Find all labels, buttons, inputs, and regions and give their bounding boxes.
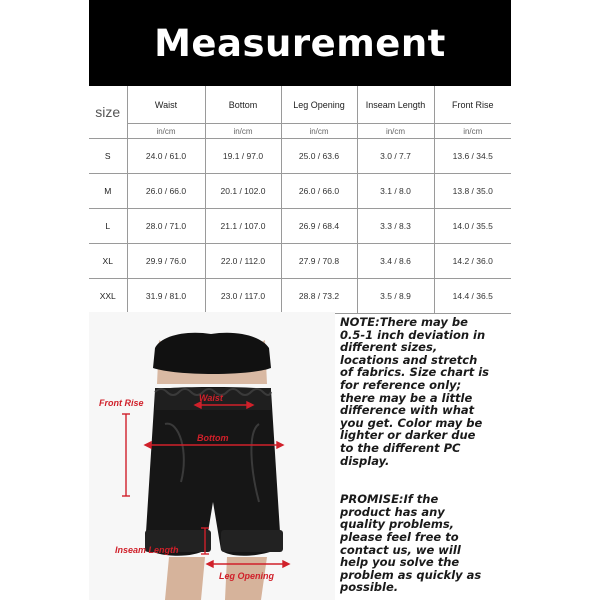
bottom-label: Bottom bbox=[197, 433, 229, 443]
table-cell: 14.4 / 36.5 bbox=[434, 279, 511, 314]
table-cell: 3.5 / 8.9 bbox=[357, 279, 434, 314]
bottom-arrow-left bbox=[145, 442, 151, 448]
table-cell: 19.1 / 97.0 bbox=[205, 139, 281, 174]
title-banner bbox=[89, 0, 511, 86]
crop-top bbox=[153, 333, 271, 374]
column-header-inseam-length: Inseam Length bbox=[357, 86, 434, 124]
leg-opening-label: Leg Opening bbox=[219, 571, 274, 581]
inseam-length-label: Inseam Length bbox=[115, 545, 179, 555]
unit-label: in/cm bbox=[281, 124, 357, 139]
table-cell: 14.2 / 36.0 bbox=[434, 244, 511, 279]
table-cell: 26.0 / 66.0 bbox=[127, 174, 205, 209]
table-cell: 3.4 / 8.6 bbox=[357, 244, 434, 279]
table-cell: 28.0 / 71.0 bbox=[127, 209, 205, 244]
column-header-bottom: Bottom bbox=[205, 86, 281, 124]
size-label: XXL bbox=[89, 279, 127, 314]
column-header-waist: Waist bbox=[127, 86, 205, 124]
table-cell: 13.6 / 34.5 bbox=[434, 139, 511, 174]
table-cell: 31.9 / 81.0 bbox=[127, 279, 205, 314]
table-cell: 26.9 / 68.4 bbox=[281, 209, 357, 244]
table-cell: 27.9 / 70.8 bbox=[281, 244, 357, 279]
table-cell: 13.8 / 35.0 bbox=[434, 174, 511, 209]
table-cell: 14.0 / 35.5 bbox=[434, 209, 511, 244]
table-cell: 21.1 / 107.0 bbox=[205, 209, 281, 244]
leg-opening-arrow-left bbox=[207, 561, 213, 567]
waist-label: Waist bbox=[199, 393, 223, 403]
table-row bbox=[89, 244, 511, 279]
table-cell: 28.8 / 73.2 bbox=[281, 279, 357, 314]
unit-row bbox=[89, 124, 511, 139]
right-cuff bbox=[221, 530, 283, 552]
page-title: Measurement bbox=[154, 21, 446, 65]
size-column-header: size bbox=[89, 86, 127, 139]
front-rise-label: Front Rise bbox=[99, 398, 144, 408]
unit-label: in/cm bbox=[434, 124, 511, 139]
leg-opening-arrow-right bbox=[283, 561, 289, 567]
column-header-front-rise: Front Rise bbox=[434, 86, 511, 124]
table-row bbox=[89, 209, 511, 244]
table-row bbox=[89, 139, 511, 174]
unit-label: in/cm bbox=[127, 124, 205, 139]
left-leg bbox=[165, 557, 205, 600]
bottom-arrow-right bbox=[277, 442, 283, 448]
size-chart-table bbox=[89, 86, 511, 314]
table-cell: 25.0 / 63.6 bbox=[281, 139, 357, 174]
table-row bbox=[89, 174, 511, 209]
table-cell: 3.0 / 7.7 bbox=[357, 139, 434, 174]
table-row bbox=[89, 279, 511, 314]
table-cell: 3.3 / 8.3 bbox=[357, 209, 434, 244]
note-text: NOTE:There may be 0.5-1 inch deviation in different sizes, locations and stretch of fabrics. Size chart is for reference only; there may be a little difference with what you get. Color may be lighter or darker due to the different PC display. bbox=[340, 315, 489, 468]
unit-label: in/cm bbox=[205, 124, 281, 139]
product-photo bbox=[89, 312, 335, 600]
size-label: L bbox=[89, 209, 127, 244]
table-cell: 20.1 / 102.0 bbox=[205, 174, 281, 209]
table-cell: 3.1 / 8.0 bbox=[357, 174, 434, 209]
size-label: M bbox=[89, 174, 127, 209]
column-header-leg-opening: Leg Opening bbox=[281, 86, 357, 124]
notes-panel bbox=[340, 316, 490, 594]
promise-text: PROMISE:If the product has any quality problems, please feel free to contact us, we will help you solve the problem as quickly as possible. bbox=[340, 492, 482, 595]
size-label: S bbox=[89, 139, 127, 174]
table-cell: 26.0 / 66.0 bbox=[281, 174, 357, 209]
size-label: XL bbox=[89, 244, 127, 279]
table-cell: 22.0 / 112.0 bbox=[205, 244, 281, 279]
table-cell: 29.9 / 76.0 bbox=[127, 244, 205, 279]
table-cell: 23.0 / 117.0 bbox=[205, 279, 281, 314]
unit-label: in/cm bbox=[357, 124, 434, 139]
table-cell: 24.0 / 61.0 bbox=[127, 139, 205, 174]
table-header-row bbox=[89, 86, 511, 124]
measurement-diagram bbox=[89, 312, 335, 600]
